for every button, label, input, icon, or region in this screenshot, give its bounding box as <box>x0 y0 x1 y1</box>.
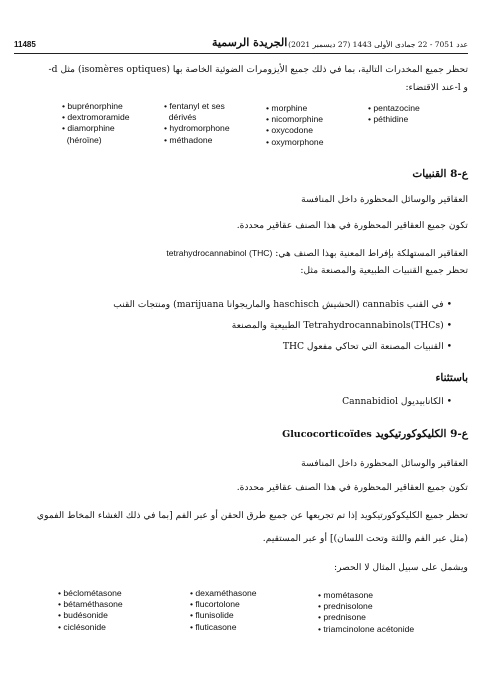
list-item: • dexaméthasone <box>190 588 257 598</box>
list-item: • oxycodone <box>266 125 313 136</box>
section-8-p1: العقاقير والوسائل المحظورة داخل المنافسة <box>301 194 468 205</box>
list-item: • prednisone <box>318 612 366 623</box>
drug-column-2 <box>164 101 230 146</box>
list-item: • الكانابيديول Cannabidiol <box>342 396 452 407</box>
list-item: • flucortolone <box>190 599 240 610</box>
page-number: 11485 <box>14 40 36 49</box>
section-9-p3b: (مثل عبر الفم واللثة وتحت اللسان)] أو عبر المستقيم. <box>262 533 468 544</box>
list-item: • في القنب cannabis (الحشيش haschisch والماريجوانا marijuana) ومنتجات القنب <box>113 299 452 310</box>
list-item: dérivés <box>168 112 197 123</box>
list-item: • ciclésonide <box>58 621 106 632</box>
intro-line-2: و l-عند الاقتضاء: <box>405 82 468 93</box>
list-item: • morphine <box>266 103 308 113</box>
list-item: • béclométasone <box>58 588 122 598</box>
journal-title: الجريدة الرسمية <box>212 36 288 49</box>
list-item: • diamorphine <box>62 123 115 134</box>
list-item: • péthidine <box>368 114 409 125</box>
drug-column-4 <box>368 103 420 125</box>
drug-column-3 <box>266 103 323 148</box>
list-item: • triamcinolone acétonide <box>318 623 415 634</box>
section-9-p4: ويشمل على سبيل المثال لا الحصر: <box>333 562 468 573</box>
list-item: • oxymorphone <box>266 136 324 147</box>
header-rule <box>14 53 468 54</box>
list-item: • (THCs)Tetrahydrocannabinols الطبيعية والمصنعة <box>231 320 452 331</box>
list-item: • méthadone <box>164 134 213 145</box>
section-8-p2: تكون جميع العقاقير المحظورة في هذا الصنف عقاقير محددة. <box>236 220 468 231</box>
issue-info: عدد 7051 - 22 جمادى الأولى 1443 (27 ديسمبر 2021) <box>288 40 468 49</box>
list-item: • dextromoramide <box>62 112 130 123</box>
list-item: • prednisolone <box>318 601 373 612</box>
intro-line-1: تحظر جميع المخدرات التالية، بما في ذلك جميع الأيزومرات الضوئية الخاصة بها (isomères optiques) مثل d- <box>48 64 468 75</box>
list-item: • budésonide <box>58 610 108 621</box>
list-item: • buprénorphine <box>62 101 123 111</box>
drug-column-2 <box>190 588 257 633</box>
section-8-p4: تحظر جميع القنبيات الطبيعية والمصنعة مثل: <box>300 265 468 276</box>
section-9-p2: تكون جميع العقاقير المحظورة في هذا الصنف عقاقير محددة. <box>236 482 468 493</box>
section-9-title: ع-9 الكليكوكورتيكويد Glucocorticoïdes <box>282 428 468 440</box>
list-item: • fentanyl et ses <box>164 101 225 111</box>
section-9-p3a: تحظر جميع الكليكوكورتيكويد إذا تم تجريعها عن جميع طرق الحقن أو عبر الفم [بما في ذلك الغشاء المخاط الفموي <box>36 510 468 521</box>
section-8-p3: العقاقير المستهلكة بإفراط المعنية بهذا الصنف هي: tetrahydrocannabinol (THC) <box>166 248 468 259</box>
list-item: • القنبيات المصنعة التي تحاكي مفعول THC <box>282 341 452 352</box>
exception-title: باستثناء <box>435 372 468 384</box>
section-9-p1: العقاقير والوسائل المحظورة داخل المنافسة <box>301 458 468 469</box>
list-item: • nicomorphine <box>266 114 323 125</box>
list-item: • hydromorphone <box>164 123 230 134</box>
list-item: • fluticasone <box>190 621 237 632</box>
list-item: • flunisolide <box>190 610 234 621</box>
section-8-title: ع-8 القنبيات <box>412 168 468 180</box>
list-item: • bétaméthasone <box>58 599 123 610</box>
drug-column-3 <box>318 590 414 635</box>
list-item: • mométasone <box>318 590 374 600</box>
drug-column-1 <box>62 101 130 146</box>
drug-column-1 <box>58 588 123 633</box>
list-item: (héroïne) <box>66 134 102 145</box>
list-item: • pentazocine <box>368 103 420 113</box>
